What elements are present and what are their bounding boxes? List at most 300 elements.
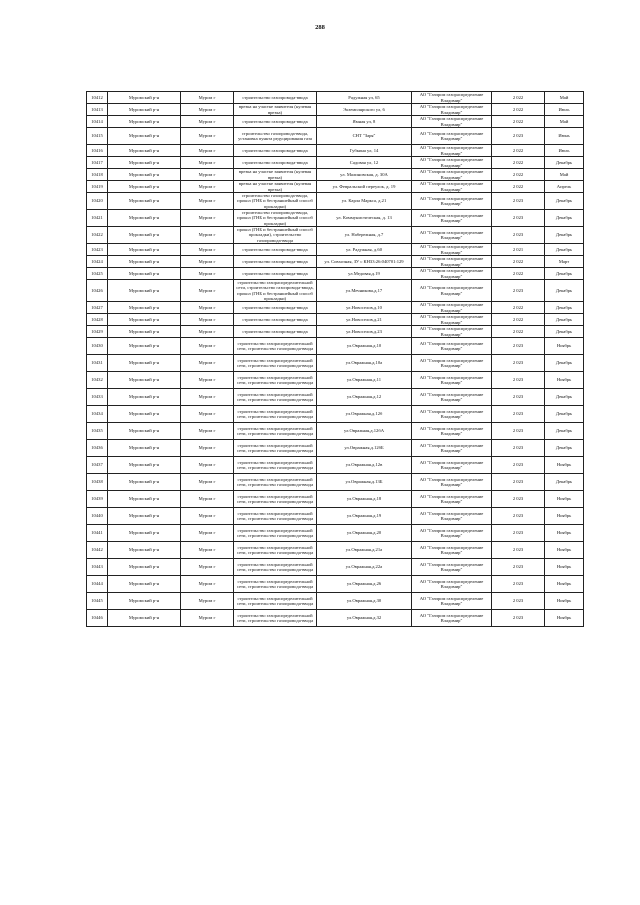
year-cell: 2 022 [492, 268, 545, 280]
district-cell: Муромский р-н [108, 193, 181, 210]
work-type-cell: строительство газораспределительной сети, строительство газопровода-ввода [234, 525, 317, 542]
work-type-cell: врезка на участке заявителя (нулевая врезка) [234, 169, 317, 181]
month-cell: Декабрь [545, 389, 584, 406]
organization-cell: АО "Газпром газораспределение Владимир" [412, 559, 492, 576]
table-row [87, 372, 584, 389]
settlement-cell: Муром г [181, 314, 234, 326]
settlement-cell: Муром г [181, 145, 234, 157]
district-cell: Муромский р-н [108, 593, 181, 610]
year-cell: 2 023 [492, 440, 545, 457]
row-number: 10413 [87, 104, 108, 116]
settlement-cell: Муром г [181, 169, 234, 181]
year-cell: 2 023 [492, 542, 545, 559]
organization-cell: АО "Газпром газораспределение Владимир" [412, 244, 492, 256]
year-cell: 2 022 [492, 104, 545, 116]
work-type-cell: строительство газопровода-ввода, прокол (ГНБ и бестраншейный способ прокладки) [234, 193, 317, 210]
address-cell: ул.Овражная,д.10 [317, 338, 412, 355]
month-cell: Ноябрь [545, 491, 584, 508]
district-cell: Муромский р-н [108, 145, 181, 157]
district-cell: Муромский р-н [108, 116, 181, 128]
work-type-cell: строительство газораспределительной сети, строительство газопровода-ввода, прокол (ГНБ и бестраншейный способ прокладки) [234, 280, 317, 302]
month-cell: Май [545, 116, 584, 128]
work-type-cell: строительство газораспределительной сети, строительство газопровода-ввода [234, 593, 317, 610]
year-cell: 2 023 [492, 280, 545, 302]
year-cell: 2 022 [492, 181, 545, 193]
row-number: 10420 [87, 193, 108, 210]
month-cell: Май [545, 169, 584, 181]
year-cell: 2 023 [492, 474, 545, 491]
settlement-cell: Муром г [181, 406, 234, 423]
district-cell: Муромский р-н [108, 491, 181, 508]
district-cell: Муромский р-н [108, 104, 181, 116]
year-cell: 2 023 [492, 593, 545, 610]
settlement-cell: Муром г [181, 593, 234, 610]
work-type-cell: строительство газораспределительной сети, строительство газопровода-ввода [234, 423, 317, 440]
address-cell: Ямная ул, 8 [317, 116, 412, 128]
address-cell: Садовая ул, 12 [317, 157, 412, 169]
organization-cell: АО "Газпром газораспределение Владимир" [412, 210, 492, 227]
district-cell: Муромский р-н [108, 157, 181, 169]
table-row [87, 338, 584, 355]
year-cell: 2 021 [492, 244, 545, 256]
table-row [87, 559, 584, 576]
settlement-cell: Муром г [181, 389, 234, 406]
organization-cell: АО "Газпром газораспределение Владимир" [412, 302, 492, 314]
table-row [87, 593, 584, 610]
work-type-cell: строительство газопровода-ввода [234, 326, 317, 338]
district-cell: Муромский р-н [108, 372, 181, 389]
work-type-cell: строительство газораспределительной сети, строительство газопровода-ввода [234, 610, 317, 627]
work-type-cell: строительство газораспределительной сети, строительство газопровода-ввода [234, 389, 317, 406]
work-type-cell: строительство газопровода-ввода [234, 314, 317, 326]
work-type-cell: строительство газопровода-ввода [234, 256, 317, 268]
month-cell: Декабрь [545, 406, 584, 423]
month-cell: Июнь [545, 128, 584, 145]
row-number: 10426 [87, 280, 108, 302]
settlement-cell: Муром г [181, 457, 234, 474]
year-cell: 2 023 [492, 525, 545, 542]
table-row [87, 542, 584, 559]
district-cell: Муромский р-н [108, 576, 181, 593]
table-row [87, 576, 584, 593]
organization-cell: АО "Газпром газораспределение Владимир" [412, 92, 492, 104]
district-cell: Муромский р-н [108, 355, 181, 372]
work-type-cell: строительство газораспределительной сети, строительство газопровода-ввода [234, 474, 317, 491]
work-type-cell: строительство газораспределительной сети, строительство газопровода-ввода [234, 576, 317, 593]
table-row [87, 355, 584, 372]
organization-cell: АО "Газпром газораспределение Владимир" [412, 542, 492, 559]
row-number: 10419 [87, 181, 108, 193]
district-cell: Муромский р-н [108, 440, 181, 457]
month-cell: Декабрь [545, 268, 584, 280]
organization-cell: АО "Газпром газораспределение Владимир" [412, 193, 492, 210]
settlement-cell: Муром г [181, 508, 234, 525]
row-number: 10446 [87, 610, 108, 627]
settlement-cell: Муром г [181, 576, 234, 593]
month-cell: Декабрь [545, 193, 584, 210]
organization-cell: АО "Газпром газораспределение Владимир" [412, 508, 492, 525]
row-number: 10435 [87, 423, 108, 440]
work-type-cell: строительство газопровода-ввода, установка пункта редуцирования газа [234, 128, 317, 145]
table-row [87, 104, 584, 116]
settlement-cell: Муром г [181, 181, 234, 193]
address-cell: ул.Овражная,д.10а [317, 355, 412, 372]
district-cell: Муромский р-н [108, 227, 181, 244]
year-cell: 2 023 [492, 491, 545, 508]
address-cell: ул. Совхозная, ЗУ с КН33:26:040701:129 [317, 256, 412, 268]
row-number: 10416 [87, 145, 108, 157]
month-cell: Март [545, 256, 584, 268]
row-number: 10436 [87, 440, 108, 457]
district-cell: Муромский р-н [108, 244, 181, 256]
row-number: 10445 [87, 593, 108, 610]
work-type-cell: строительство газопровода-ввода [234, 92, 317, 104]
year-cell: 2 023 [492, 406, 545, 423]
month-cell: Декабрь [545, 326, 584, 338]
settlement-cell: Муром г [181, 610, 234, 627]
table-row [87, 525, 584, 542]
year-cell: 2 023 [492, 128, 545, 145]
district-cell: Муромский р-н [108, 128, 181, 145]
work-type-cell: строительство газораспределительной сети, строительство газопровода-ввода [234, 457, 317, 474]
year-cell: 2 022 [492, 157, 545, 169]
district-cell: Муромский р-н [108, 268, 181, 280]
work-type-cell: строительство газопровода-ввода [234, 116, 317, 128]
year-cell: 2 022 [492, 326, 545, 338]
address-cell: ул.Овражная,д.30 [317, 593, 412, 610]
settlement-cell: Муром г [181, 193, 234, 210]
district-cell: Муромский р-н [108, 181, 181, 193]
address-cell: ул.Овражная,д.19 [317, 508, 412, 525]
organization-cell: АО "Газпром газораспределение Владимир" [412, 227, 492, 244]
address-cell: ул. Набережная, д.7 [317, 227, 412, 244]
year-cell: 2 022 [492, 92, 545, 104]
row-number: 10429 [87, 326, 108, 338]
table-row [87, 181, 584, 193]
year-cell: 2 023 [492, 227, 545, 244]
year-cell: 2 023 [492, 372, 545, 389]
organization-cell: АО "Газпром газораспределение Владимир" [412, 457, 492, 474]
month-cell: Декабрь [545, 423, 584, 440]
district-cell: Муромский р-н [108, 256, 181, 268]
organization-cell: АО "Газпром газораспределение Владимир" [412, 576, 492, 593]
organization-cell: АО "Газпром газораспределение Владимир" [412, 326, 492, 338]
table-row [87, 508, 584, 525]
month-cell: Декабрь [545, 355, 584, 372]
district-cell: Муромский р-н [108, 210, 181, 227]
work-type-cell: строительство газораспределительной сети, строительство газопровода-ввода [234, 355, 317, 372]
district-cell: Муромский р-н [108, 474, 181, 491]
month-cell: Ноябрь [545, 457, 584, 474]
district-cell: Муромский р-н [108, 169, 181, 181]
district-cell: Муромский р-н [108, 542, 181, 559]
work-type-cell: врезка на участке заявителя (нулевая врезка) [234, 104, 317, 116]
address-cell: ул.Овражная,д.32 [317, 610, 412, 627]
address-cell: ул.Овражная,д.20 [317, 525, 412, 542]
month-cell: Ноябрь [545, 542, 584, 559]
month-cell: Ноябрь [545, 559, 584, 576]
settlement-cell: Муром г [181, 268, 234, 280]
organization-cell: АО "Газпром газораспределение Владимир" [412, 169, 492, 181]
table-row [87, 244, 584, 256]
address-cell: ул. Малиновская, д. 30А [317, 169, 412, 181]
row-number: 10417 [87, 157, 108, 169]
address-cell: ул. Радужная, д.60 [317, 244, 412, 256]
row-number: 10431 [87, 355, 108, 372]
address-cell: ул.Новоселов,д.23 [317, 326, 412, 338]
address-cell: Экземплярского ул, 6 [317, 104, 412, 116]
work-type-cell: строительство газопровода-ввода [234, 145, 317, 157]
district-cell: Муромский р-н [108, 338, 181, 355]
address-cell: ул.Овражная,д.18 [317, 491, 412, 508]
address-cell: ул.Овражная,д.12б [317, 406, 412, 423]
settlement-cell: Муром г [181, 128, 234, 145]
month-cell: Ноябрь [545, 576, 584, 593]
row-number: 10425 [87, 268, 108, 280]
organization-cell: АО "Газпром газораспределение Владимир" [412, 280, 492, 302]
organization-cell: АО "Газпром газораспределение Владимир" [412, 256, 492, 268]
settlement-cell: Муром г [181, 474, 234, 491]
settlement-cell: Муром г [181, 280, 234, 302]
settlement-cell: Муром г [181, 104, 234, 116]
month-cell: Ноябрь [545, 525, 584, 542]
address-cell: ул.Овражная,д.21а [317, 542, 412, 559]
table-row [87, 610, 584, 627]
year-cell: 2 022 [492, 256, 545, 268]
year-cell: 2 022 [492, 145, 545, 157]
month-cell: Декабрь [545, 157, 584, 169]
district-cell: Муромский р-н [108, 423, 181, 440]
address-cell: ул.Овражная,д.26 [317, 576, 412, 593]
row-number: 10432 [87, 372, 108, 389]
settlement-cell: Муром г [181, 116, 234, 128]
row-number: 10414 [87, 116, 108, 128]
month-cell: Декабрь [545, 210, 584, 227]
month-cell: Декабрь [545, 280, 584, 302]
organization-cell: АО "Газпром газораспределение Владимир" [412, 474, 492, 491]
table-row [87, 169, 584, 181]
settlement-cell: Муром г [181, 491, 234, 508]
settlement-cell: Муром г [181, 423, 234, 440]
year-cell: 2 023 [492, 210, 545, 227]
row-number: 10439 [87, 491, 108, 508]
district-cell: Муромский р-н [108, 610, 181, 627]
month-cell: Май [545, 92, 584, 104]
table-row [87, 389, 584, 406]
work-type-cell: врезка на участке заявителя (нулевая врезка) [234, 181, 317, 193]
table-row [87, 474, 584, 491]
table-row [87, 302, 584, 314]
month-cell: Ноябрь [545, 508, 584, 525]
table-row [87, 440, 584, 457]
year-cell: 2 023 [492, 508, 545, 525]
organization-cell: АО "Газпром газораспределение Владимир" [412, 268, 492, 280]
year-cell: 2 022 [492, 302, 545, 314]
page-number: 288 [315, 24, 325, 31]
district-cell: Муромский р-н [108, 314, 181, 326]
settlement-cell: Муром г [181, 542, 234, 559]
organization-cell: АО "Газпром газораспределение Владимир" [412, 372, 492, 389]
year-cell: 2 023 [492, 355, 545, 372]
row-number: 10430 [87, 338, 108, 355]
organization-cell: АО "Газпром газораспределение Владимир" [412, 128, 492, 145]
row-number: 10433 [87, 389, 108, 406]
address-cell: СНТ "Заря" [317, 128, 412, 145]
address-cell: Радужная ул, 65 [317, 92, 412, 104]
organization-cell: АО "Газпром газораспределение Владимир" [412, 610, 492, 627]
district-cell: Муромский р-н [108, 559, 181, 576]
table-row [87, 423, 584, 440]
row-number: 10443 [87, 559, 108, 576]
table-row [87, 227, 584, 244]
organization-cell: АО "Газпром газораспределение Владимир" [412, 116, 492, 128]
table-row [87, 326, 584, 338]
table-row [87, 145, 584, 157]
row-number: 10428 [87, 314, 108, 326]
month-cell: Декабрь [545, 314, 584, 326]
work-type-cell: строительство газораспределительной сети, строительство газопровода-ввода [234, 491, 317, 508]
settlement-cell: Муром г [181, 355, 234, 372]
settlement-cell: Муром г [181, 525, 234, 542]
address-cell: ул.Новоселов,д.10 [317, 302, 412, 314]
work-type-cell: строительство газопровода-ввода [234, 244, 317, 256]
work-type-cell: строительство газораспределительной сети, строительство газопровода-ввода [234, 542, 317, 559]
district-cell: Муромский р-н [108, 326, 181, 338]
district-cell: Муромский р-н [108, 525, 181, 542]
table-row [87, 128, 584, 145]
month-cell: Ноябрь [545, 372, 584, 389]
month-cell: Апрель [545, 181, 584, 193]
row-number: 10440 [87, 508, 108, 525]
year-cell: 2 022 [492, 116, 545, 128]
year-cell: 2 023 [492, 389, 545, 406]
organization-cell: АО "Газпром газораспределение Владимир" [412, 440, 492, 457]
organization-cell: АО "Газпром газораспределение Владимир" [412, 104, 492, 116]
address-cell: ул.Овражная,д.12бБ [317, 440, 412, 457]
table-row [87, 193, 584, 210]
year-cell: 2 023 [492, 576, 545, 593]
month-cell: Ноябрь [545, 338, 584, 355]
year-cell: 2 023 [492, 610, 545, 627]
organization-cell: АО "Газпром газораспределение Владимир" [412, 525, 492, 542]
organization-cell: АО "Газпром газораспределение Владимир" [412, 593, 492, 610]
table-row [87, 406, 584, 423]
table-row [87, 491, 584, 508]
row-number: 10421 [87, 210, 108, 227]
organization-cell: АО "Газпром газораспределение Владимир" [412, 338, 492, 355]
settlement-cell: Муром г [181, 210, 234, 227]
address-cell: ул.Овражная,д.12в [317, 457, 412, 474]
work-type-cell: строительство газораспределительной сети, строительство газопровода-ввода [234, 508, 317, 525]
table-row [87, 92, 584, 104]
district-cell: Муромский р-н [108, 92, 181, 104]
row-number: 10424 [87, 256, 108, 268]
month-cell: Декабрь [545, 440, 584, 457]
organization-cell: АО "Газпром газораспределение Владимир" [412, 389, 492, 406]
settlement-cell: Муром г [181, 92, 234, 104]
row-number: 10412 [87, 92, 108, 104]
year-cell: 2 023 [492, 338, 545, 355]
row-number: 10418 [87, 169, 108, 181]
year-cell: 2 023 [492, 457, 545, 474]
address-cell: ул.Овражная,д.11 [317, 372, 412, 389]
organization-cell: АО "Газпром газораспределение Владимир" [412, 157, 492, 169]
settlement-cell: Муром г [181, 372, 234, 389]
district-cell: Муромский р-н [108, 302, 181, 314]
table-row [87, 157, 584, 169]
district-cell: Муромский р-н [108, 389, 181, 406]
settlement-cell: Муром г [181, 244, 234, 256]
organization-cell: АО "Газпром газораспределение Владимир" [412, 423, 492, 440]
address-cell: ул.Овражная,д.22а [317, 559, 412, 576]
row-number: 10441 [87, 525, 108, 542]
settlement-cell: Муром г [181, 326, 234, 338]
row-number: 10422 [87, 227, 108, 244]
month-cell: Ноябрь [545, 610, 584, 627]
month-cell: Декабрь [545, 474, 584, 491]
month-cell: Ноябрь [545, 593, 584, 610]
organization-cell: АО "Газпром газораспределение Владимир" [412, 314, 492, 326]
table-row [87, 268, 584, 280]
work-type-cell: строительство газопровода-ввода [234, 302, 317, 314]
month-cell: Декабрь [545, 227, 584, 244]
row-number: 10444 [87, 576, 108, 593]
settlement-cell: Муром г [181, 559, 234, 576]
address-cell: ул. Коммунистическая, д. 13 [317, 210, 412, 227]
month-cell: Декабрь [545, 244, 584, 256]
month-cell: Июль [545, 145, 584, 157]
year-cell: 2 023 [492, 193, 545, 210]
district-cell: Муромский р-н [108, 406, 181, 423]
table-row [87, 116, 584, 128]
settlement-cell: Муром г [181, 302, 234, 314]
organization-cell: АО "Газпром газораспределение Владимир" [412, 355, 492, 372]
organization-cell: АО "Газпром газораспределение Владимир" [412, 406, 492, 423]
table-row [87, 280, 584, 302]
district-cell: Муромский р-н [108, 508, 181, 525]
settlement-cell: Муром г [181, 338, 234, 355]
month-cell: Июль [545, 104, 584, 116]
work-type-cell: строительство газопровода-ввода, прокол (ГНБ и бестраншейный способ прокладки) [234, 210, 317, 227]
table-row [87, 457, 584, 474]
gas-connection-registry-table [86, 91, 584, 627]
registry-table-body [87, 92, 584, 627]
address-cell: ул.Овражная,д.12бА [317, 423, 412, 440]
organization-cell: АО "Газпром газораспределение Владимир" [412, 491, 492, 508]
work-type-cell: строительство газораспределительной сети, строительство газопровода-ввода [234, 338, 317, 355]
district-cell: Муромский р-н [108, 457, 181, 474]
row-number: 10427 [87, 302, 108, 314]
row-number: 10442 [87, 542, 108, 559]
work-type-cell: строительство газораспределительной сети, строительство газопровода-ввода [234, 372, 317, 389]
work-type-cell: строительство газопровода-ввода [234, 268, 317, 280]
table-row [87, 210, 584, 227]
month-cell: Декабрь [545, 302, 584, 314]
settlement-cell: Муром г [181, 256, 234, 268]
address-cell: ул. Февральский переулок, д. 19 [317, 181, 412, 193]
work-type-cell: строительство газораспределительной сети, строительство газопровода-ввода [234, 440, 317, 457]
year-cell: 2 023 [492, 423, 545, 440]
row-number: 10437 [87, 457, 108, 474]
work-type-cell: прокол (ГНБ и бестраншейный способ прокладки), строительство газопровода-ввода [234, 227, 317, 244]
year-cell: 2 023 [492, 559, 545, 576]
settlement-cell: Муром г [181, 227, 234, 244]
row-number: 10438 [87, 474, 108, 491]
work-type-cell: строительство газораспределительной сети, строительство газопровода-ввода [234, 406, 317, 423]
work-type-cell: строительство газораспределительной сети, строительство газопровода-ввода [234, 559, 317, 576]
settlement-cell: Муром г [181, 157, 234, 169]
year-cell: 2 022 [492, 169, 545, 181]
